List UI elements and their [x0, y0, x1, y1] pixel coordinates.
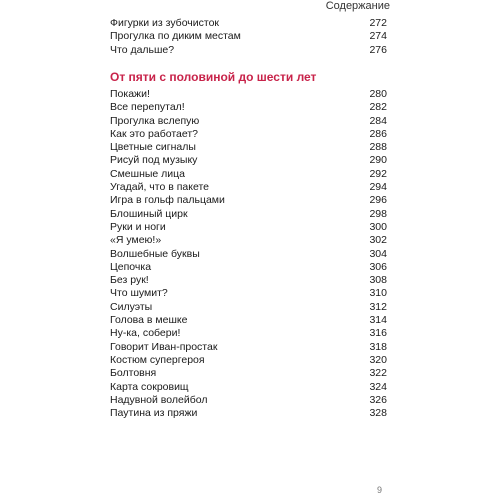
- toc-entry: [110, 30, 387, 43]
- toc-entry-page: 280: [369, 88, 387, 100]
- toc-entry: [110, 221, 387, 234]
- toc-entry-page: 302: [369, 234, 387, 247]
- toc-entry-title: Говорит Иван-простак: [110, 340, 218, 353]
- toc-list-top: [110, 17, 387, 57]
- toc-entry-title: Надувной волейбол: [110, 393, 208, 406]
- toc-entry-page: 326: [369, 393, 387, 406]
- toc-entry-title: Смешные лица: [110, 167, 186, 180]
- toc-entry-title: Фигурки из зубочисток: [110, 17, 220, 29]
- toc-entry-title: Без рук!: [110, 274, 149, 287]
- toc-list-section: [110, 88, 387, 420]
- toc-entry-title: Силуэты: [110, 300, 153, 313]
- toc-entry: [110, 407, 387, 420]
- toc-entry-title: Угадай, что в пакете: [110, 181, 209, 194]
- toc-entry: [110, 128, 387, 141]
- toc-entry-page: 306: [369, 260, 387, 273]
- toc-entry: [110, 234, 387, 247]
- toc-entry: [110, 101, 387, 114]
- toc-entry: [110, 341, 387, 354]
- running-header: Содержание: [325, 0, 390, 12]
- toc-entry-title: Прогулка вслепую: [110, 114, 200, 127]
- toc-entry: [110, 381, 387, 394]
- toc-entry: [110, 354, 387, 367]
- toc-entry-page: 288: [369, 141, 387, 154]
- toc-entry: [110, 301, 387, 314]
- toc-entry-title: Блошиный цирк: [110, 207, 188, 220]
- toc-entry-title: Все перепутал!: [110, 101, 185, 114]
- toc-entry-page: 298: [369, 207, 387, 220]
- toc-entry-page: 294: [369, 181, 387, 194]
- toc-entry-title: Ну-ка, собери!: [110, 327, 181, 340]
- toc-entry: [110, 141, 387, 154]
- page-number: 9: [376, 485, 382, 495]
- toc-entry-page: 290: [369, 154, 387, 167]
- toc-entry-page: 308: [369, 274, 387, 287]
- toc-entry-page: 318: [369, 340, 387, 353]
- toc-entry-page: 286: [369, 127, 387, 140]
- toc-entry: [110, 314, 387, 327]
- toc-entry-title: Костюм супергероя: [110, 353, 205, 366]
- toc-entry-page: 328: [369, 407, 387, 420]
- toc-entry-page: 322: [369, 367, 387, 380]
- toc-entry-title: Игра в гольф пальцами: [110, 194, 225, 207]
- toc-entry: [110, 208, 387, 221]
- toc-entry-page: 314: [369, 314, 387, 327]
- toc-entry: [110, 88, 387, 101]
- toc-entry-page: 292: [369, 167, 387, 180]
- toc-entry-page: 300: [369, 220, 387, 233]
- toc-entry: [110, 394, 387, 407]
- toc-entry-title: Голова в мешке: [110, 314, 188, 327]
- toc-entry-title: Болтовня: [110, 367, 157, 380]
- toc-entry-title: Покажи!: [110, 88, 150, 100]
- toc-entry-title: Что шумит?: [110, 287, 168, 300]
- toc-entry-page: 312: [369, 300, 387, 313]
- toc-entry-page: 276: [369, 43, 387, 56]
- toc-entry: [110, 327, 387, 340]
- toc-entry-page: 274: [369, 30, 387, 43]
- toc-entry-title: Цветные сигналы: [110, 141, 196, 154]
- toc-entry: [110, 44, 387, 57]
- toc-entry: [110, 115, 387, 128]
- toc-entry: [110, 248, 387, 261]
- toc-entry: [110, 17, 387, 30]
- toc-entry-page: 296: [369, 194, 387, 207]
- toc-entry-title: Прогулка по диким местам: [110, 30, 241, 43]
- toc-entry: [110, 194, 387, 207]
- toc-entry-page: 304: [369, 247, 387, 260]
- toc-entry-page: 282: [369, 101, 387, 114]
- toc-entry-title: Рисуй под музыку: [110, 154, 198, 167]
- toc-entry-title: Цепочка: [110, 260, 152, 273]
- toc-entry: [110, 181, 387, 194]
- toc-entry-title: Волшебные буквы: [110, 247, 200, 260]
- toc-entry-page: 272: [369, 17, 387, 29]
- toc-entry-title: Руки и ноги: [110, 220, 166, 233]
- toc-entry: [110, 367, 387, 380]
- toc-entry: [110, 287, 387, 300]
- toc-entry: [110, 154, 387, 167]
- toc-entry-title: Как это работает?: [110, 127, 199, 140]
- section-heading: От пяти с половиной до шести лет: [110, 70, 317, 84]
- toc-entry-page: 284: [369, 114, 387, 127]
- toc-entry-page: 324: [369, 380, 387, 393]
- toc-entry-page: 320: [369, 353, 387, 366]
- toc-entry-title: «Я умею!»: [110, 234, 162, 247]
- toc-entry-title: Что дальше?: [110, 43, 175, 56]
- toc-entry-page: 310: [369, 287, 387, 300]
- toc-entry: [110, 261, 387, 274]
- toc-entry: [110, 168, 387, 181]
- toc-entry-title: Карта сокровищ: [110, 380, 189, 393]
- toc-entry-page: 316: [369, 327, 387, 340]
- toc-entry: [110, 274, 387, 287]
- toc-entry-title: Паутина из пряжи: [110, 407, 198, 420]
